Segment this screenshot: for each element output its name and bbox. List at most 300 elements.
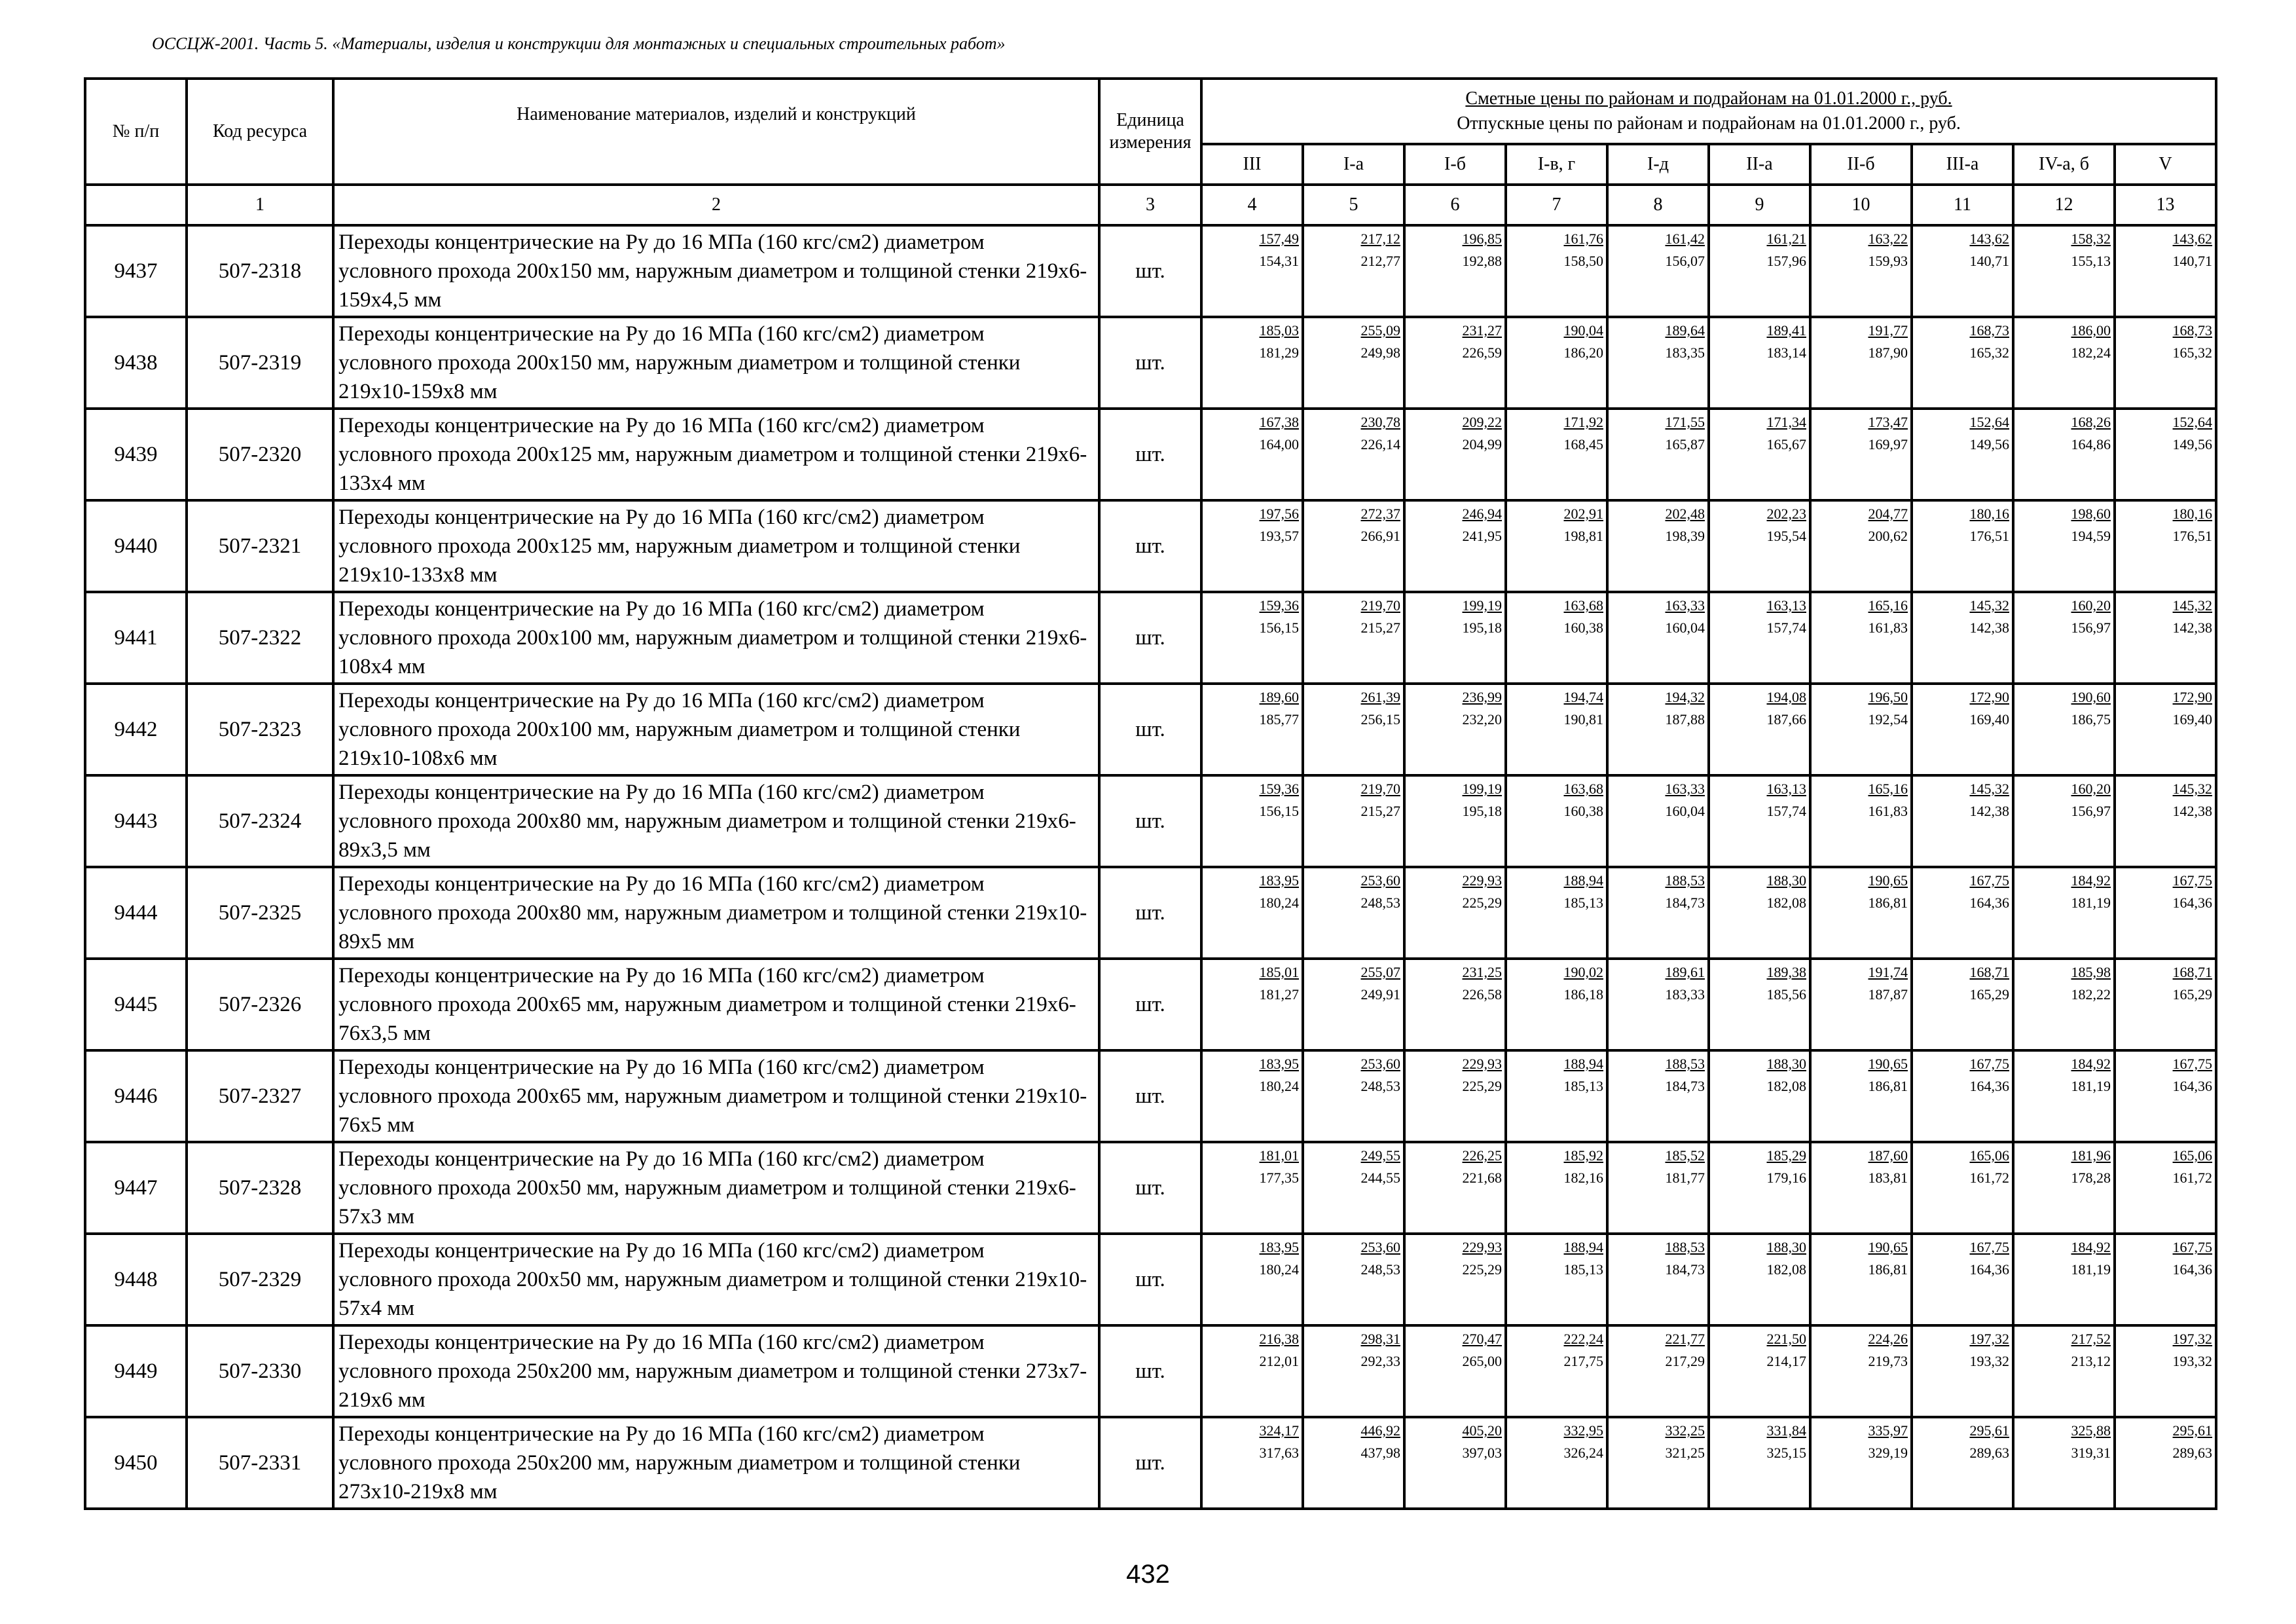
unit: шт. — [1099, 1234, 1201, 1325]
release-price: 161,83 — [1868, 619, 1908, 636]
price-cell — [1912, 409, 2013, 500]
estimate-price: 161,21 — [1766, 231, 1806, 247]
release-price: 182,08 — [1766, 895, 1806, 911]
material-name — [333, 225, 1099, 317]
estimate-price: 230,78 — [1360, 414, 1400, 430]
estimate-price: 196,50 — [1868, 689, 1908, 705]
material-name-line: условного прохода 250х200 мм, наружным диаметром и толщиной стенки — [338, 1451, 1021, 1475]
estimate-price: 167,75 — [1969, 1239, 2009, 1255]
price-cell — [1506, 317, 1607, 409]
estimate-price: 185,29 — [1766, 1147, 1806, 1164]
estimate-price: 222,24 — [1563, 1331, 1603, 1347]
document-header: ОССЦЖ-2001. Часть 5. «Материалы, изделия и конструкции для монтажных и специальных строительных работ» — [152, 34, 1006, 53]
price-cell — [1404, 775, 1506, 867]
material-name — [333, 317, 1099, 409]
release-price: 249,91 — [1360, 986, 1400, 1003]
release-price: 165,32 — [2172, 344, 2213, 361]
release-price: 213,12 — [2071, 1353, 2111, 1369]
release-price: 193,57 — [1259, 528, 1299, 544]
release-price: 161,83 — [1868, 803, 1908, 819]
estimate-price: 189,38 — [1766, 964, 1806, 980]
price-cell — [1607, 775, 1709, 867]
table-row — [85, 1325, 2216, 1417]
header-region: V — [2115, 144, 2216, 185]
release-price: 164,86 — [2071, 436, 2111, 452]
price-cell — [1607, 959, 1709, 1050]
estimate-price: 231,27 — [1462, 322, 1502, 339]
material-name-line: условного прохода 200х125 мм, наружным диаметром и толщиной стенки 219х6- — [338, 443, 1087, 466]
material-name-line: 159х4,5 мм — [338, 288, 442, 312]
estimate-price: 187,60 — [1868, 1147, 1908, 1164]
price-cell — [1709, 775, 1810, 867]
release-price: 161,72 — [2172, 1170, 2213, 1186]
price-cell — [2115, 1234, 2216, 1325]
estimate-price: 143,62 — [1969, 231, 2009, 247]
price-cell — [1607, 225, 1709, 317]
estimate-price: 199,19 — [1462, 781, 1502, 797]
estimate-price: 183,95 — [1259, 1239, 1299, 1255]
price-cell — [2013, 684, 2115, 775]
estimate-price: 190,60 — [2071, 689, 2111, 705]
price-cell — [1303, 867, 1404, 959]
price-cell — [1607, 592, 1709, 684]
release-price: 182,08 — [1766, 1261, 1806, 1278]
price-cell — [1912, 1050, 2013, 1142]
price-cell — [1201, 225, 1303, 317]
estimate-price: 202,48 — [1665, 506, 1705, 522]
material-name-line: 219х6 мм — [338, 1388, 426, 1412]
price-cell — [1201, 500, 1303, 592]
header-region: IV-а, б — [2013, 144, 2115, 185]
table-row — [85, 1142, 2216, 1234]
price-cell — [1810, 684, 1912, 775]
row-number: 9446 — [85, 1050, 187, 1142]
price-cell — [2013, 1325, 2115, 1417]
release-price: 177,35 — [1259, 1170, 1299, 1186]
release-price: 164,00 — [1259, 436, 1299, 452]
row-number: 9445 — [85, 959, 187, 1050]
material-name-line: условного прохода 200х65 мм, наружным диаметром и толщиной стенки 219х6- — [338, 993, 1076, 1016]
material-name-line: условного прохода 200х80 мм, наружным диаметром и толщиной стенки 219х6- — [338, 809, 1076, 833]
estimate-price: 253,60 — [1360, 872, 1400, 889]
price-cell — [2013, 1417, 2115, 1509]
material-name-line: условного прохода 200х65 мм, наружным диаметром и толщиной стенки 219х10- — [338, 1084, 1087, 1108]
release-price: 187,88 — [1665, 711, 1705, 728]
material-name-line: условного прохода 200х80 мм, наружным диаметром и толщиной стенки 219х10- — [338, 901, 1087, 925]
resource-code: 507-2329 — [187, 1234, 333, 1325]
release-price: 183,35 — [1665, 344, 1705, 361]
release-price: 181,19 — [2071, 1078, 2111, 1094]
estimate-price: 161,42 — [1665, 231, 1705, 247]
unit: шт. — [1099, 1325, 1201, 1417]
estimate-price: 183,95 — [1259, 872, 1299, 889]
resource-code: 507-2324 — [187, 775, 333, 867]
release-price: 326,24 — [1563, 1445, 1603, 1461]
release-price: 176,51 — [1969, 528, 2009, 544]
release-price: 184,73 — [1665, 895, 1705, 911]
price-cell — [2115, 1142, 2216, 1234]
estimate-price: 191,74 — [1868, 964, 1908, 980]
estimate-price: 185,52 — [1665, 1147, 1705, 1164]
estimate-price: 197,32 — [2172, 1331, 2213, 1347]
release-price: 160,04 — [1665, 619, 1705, 636]
price-cell — [1709, 867, 1810, 959]
price-cell — [1810, 225, 1912, 317]
release-price: 181,19 — [2071, 1261, 2111, 1278]
price-table — [84, 77, 2217, 1510]
price-cell — [1912, 1142, 2013, 1234]
column-number: 4 — [1201, 185, 1303, 225]
release-price: 156,15 — [1259, 803, 1299, 819]
price-cell — [1404, 1417, 1506, 1509]
row-number: 9444 — [85, 867, 187, 959]
release-price: 185,13 — [1563, 1078, 1603, 1094]
price-cell — [1709, 317, 1810, 409]
estimate-price: 188,53 — [1665, 1056, 1705, 1072]
page-number: 432 — [1126, 1560, 1170, 1589]
material-name — [333, 592, 1099, 684]
table-row — [85, 409, 2216, 500]
header-region: I-в, г — [1506, 144, 1607, 185]
price-cell — [2013, 1050, 2115, 1142]
release-price: 183,81 — [1868, 1170, 1908, 1186]
unit: шт. — [1099, 317, 1201, 409]
column-number: 10 — [1810, 185, 1912, 225]
price-cell — [1506, 959, 1607, 1050]
release-price: 185,56 — [1766, 986, 1806, 1003]
release-price: 437,98 — [1360, 1445, 1400, 1461]
release-price: 164,36 — [1969, 1261, 2009, 1278]
release-price: 164,36 — [1969, 1078, 2009, 1094]
material-name — [333, 1050, 1099, 1142]
estimate-price: 221,50 — [1766, 1331, 1806, 1347]
estimate-price: 194,32 — [1665, 689, 1705, 705]
estimate-price: 143,62 — [2172, 231, 2213, 247]
estimate-price: 184,92 — [2071, 872, 2111, 889]
price-cell — [1709, 684, 1810, 775]
release-price: 215,27 — [1360, 619, 1400, 636]
material-name-line: Переходы концентрические на Ру до 16 МПа (160 кгс/см2) диаметром — [338, 1422, 985, 1446]
release-price: 289,63 — [2172, 1445, 2213, 1461]
material-name-line: Переходы концентрические на Ру до 16 МПа (160 кгс/см2) диаметром — [338, 872, 985, 896]
release-price: 165,32 — [1969, 344, 2009, 361]
release-price: 193,32 — [1969, 1353, 2009, 1369]
column-number: 8 — [1607, 185, 1709, 225]
table-row — [85, 1417, 2216, 1509]
unit: шт. — [1099, 500, 1201, 592]
estimate-price: 189,41 — [1766, 322, 1806, 339]
release-price: 184,73 — [1665, 1261, 1705, 1278]
estimate-price: 163,33 — [1665, 781, 1705, 797]
row-number: 9450 — [85, 1417, 187, 1509]
estimate-price: 181,96 — [2071, 1147, 2111, 1164]
header-prices-release: Отпускные цены по районам и подрайонам на 01.01.2000 г., руб. — [1457, 113, 1961, 134]
price-cell — [1709, 1325, 1810, 1417]
estimate-price: 246,94 — [1462, 506, 1502, 522]
price-cell — [1506, 592, 1607, 684]
release-price: 187,90 — [1868, 344, 1908, 361]
release-price: 186,81 — [1868, 1078, 1908, 1094]
price-cell — [1709, 592, 1810, 684]
release-price: 266,91 — [1360, 528, 1400, 544]
price-cell — [1912, 959, 2013, 1050]
price-cell — [1303, 500, 1404, 592]
price-cell — [2115, 1417, 2216, 1509]
release-price: 164,36 — [1969, 895, 2009, 911]
release-price: 198,39 — [1665, 528, 1705, 544]
estimate-price: 145,32 — [2172, 781, 2213, 797]
release-price: 179,16 — [1766, 1170, 1806, 1186]
price-cell — [1912, 775, 2013, 867]
table-row — [85, 959, 2216, 1050]
material-name-line: условного прохода 200х150 мм, наружным диаметром и толщиной стенки — [338, 351, 1021, 375]
estimate-price: 236,99 — [1462, 689, 1502, 705]
price-cell — [1404, 1325, 1506, 1417]
price-cell — [1810, 1234, 1912, 1325]
release-price: 180,24 — [1259, 1261, 1299, 1278]
estimate-price: 159,36 — [1259, 597, 1299, 614]
price-cell — [1912, 684, 2013, 775]
column-number: 6 — [1404, 185, 1506, 225]
release-price: 156,07 — [1665, 253, 1705, 269]
estimate-price: 253,60 — [1360, 1056, 1400, 1072]
release-price: 182,16 — [1563, 1170, 1603, 1186]
price-cell — [1607, 1234, 1709, 1325]
row-number: 9437 — [85, 225, 187, 317]
price-cell — [1709, 225, 1810, 317]
estimate-price: 168,73 — [2172, 322, 2213, 339]
release-price: 248,53 — [1360, 895, 1400, 911]
header-region: I-б — [1404, 144, 1506, 185]
release-price: 180,24 — [1259, 1078, 1299, 1094]
estimate-price: 171,55 — [1665, 414, 1705, 430]
row-number: 9439 — [85, 409, 187, 500]
price-cell — [1303, 317, 1404, 409]
price-cell — [1506, 1417, 1607, 1509]
price-cell — [1201, 317, 1303, 409]
price-cell — [1201, 1142, 1303, 1234]
release-price: 142,38 — [1969, 619, 2009, 636]
price-cell — [1201, 409, 1303, 500]
unit: шт. — [1099, 225, 1201, 317]
price-cell — [1303, 225, 1404, 317]
price-cell — [1506, 500, 1607, 592]
release-price: 182,22 — [2071, 986, 2111, 1003]
header-region: II-б — [1810, 144, 1912, 185]
price-cell — [2115, 684, 2216, 775]
material-name-line: 133х4 мм — [338, 471, 426, 495]
estimate-price: 172,90 — [1969, 689, 2009, 705]
column-number: 5 — [1303, 185, 1404, 225]
estimate-price: 167,38 — [1259, 414, 1299, 430]
release-price: 187,87 — [1868, 986, 1908, 1003]
release-price: 248,53 — [1360, 1078, 1400, 1094]
estimate-price: 255,07 — [1360, 964, 1400, 980]
estimate-price: 161,76 — [1563, 231, 1603, 247]
estimate-price: 194,08 — [1766, 689, 1806, 705]
price-cell — [1912, 592, 2013, 684]
header-code: Код ресурса — [187, 79, 333, 185]
price-cell — [1912, 225, 2013, 317]
resource-code: 507-2327 — [187, 1050, 333, 1142]
material-name — [333, 1325, 1099, 1417]
table-row — [85, 592, 2216, 684]
estimate-price: 197,56 — [1259, 506, 1299, 522]
price-cell — [2115, 1050, 2216, 1142]
release-price: 184,73 — [1665, 1078, 1705, 1094]
unit: шт. — [1099, 409, 1201, 500]
release-price: 154,31 — [1259, 253, 1299, 269]
estimate-price: 189,64 — [1665, 322, 1705, 339]
estimate-price: 159,36 — [1259, 781, 1299, 797]
estimate-price: 165,16 — [1868, 781, 1908, 797]
release-price: 164,36 — [2172, 895, 2213, 911]
price-cell — [1810, 1325, 1912, 1417]
release-price: 142,38 — [2172, 619, 2213, 636]
price-cell — [1607, 409, 1709, 500]
table-row — [85, 317, 2216, 409]
price-cell — [2115, 1325, 2216, 1417]
estimate-price: 298,31 — [1360, 1331, 1400, 1347]
price-cell — [1607, 867, 1709, 959]
price-cell — [1709, 1050, 1810, 1142]
release-price: 181,29 — [1259, 344, 1299, 361]
column-number: 13 — [2115, 185, 2216, 225]
price-cell — [1607, 317, 1709, 409]
material-name-line: Переходы концентрические на Ру до 16 МПа (160 кгс/см2) диаметром — [338, 506, 985, 529]
material-name-line: 89х5 мм — [338, 930, 415, 953]
material-name-line: 76х3,5 мм — [338, 1022, 431, 1045]
unit: шт. — [1099, 1142, 1201, 1234]
estimate-price: 188,94 — [1563, 872, 1603, 889]
price-cell — [2013, 409, 2115, 500]
estimate-price: 191,77 — [1868, 322, 1908, 339]
estimate-price: 157,49 — [1259, 231, 1299, 247]
header-unit: Единица измерения — [1099, 79, 1201, 185]
resource-code: 507-2328 — [187, 1142, 333, 1234]
price-cell — [2013, 1234, 2115, 1325]
price-cell — [1404, 959, 1506, 1050]
price-cell — [1201, 1417, 1303, 1509]
column-number: 9 — [1709, 185, 1810, 225]
material-name-line: 219х10-108х6 мм — [338, 747, 498, 770]
price-cell — [1506, 409, 1607, 500]
release-price: 241,95 — [1462, 528, 1502, 544]
resource-code: 507-2323 — [187, 684, 333, 775]
release-price: 248,53 — [1360, 1261, 1400, 1278]
price-cell — [2013, 317, 2115, 409]
estimate-price: 224,26 — [1868, 1331, 1908, 1347]
resource-code: 507-2331 — [187, 1417, 333, 1509]
header-name: Наименование материалов, изделий и конструкций — [333, 79, 1099, 185]
release-price: 156,15 — [1259, 619, 1299, 636]
price-cell — [1303, 1050, 1404, 1142]
material-name — [333, 775, 1099, 867]
release-price: 183,14 — [1766, 344, 1806, 361]
release-price: 186,81 — [1868, 1261, 1908, 1278]
resource-code: 507-2318 — [187, 225, 333, 317]
price-cell — [1201, 775, 1303, 867]
estimate-price: 168,26 — [2071, 414, 2111, 430]
price-cell — [1506, 1325, 1607, 1417]
table-row — [85, 775, 2216, 867]
price-cell — [2013, 592, 2115, 684]
header-region: III-а — [1912, 144, 2013, 185]
material-name-line: 57х3 мм — [338, 1205, 415, 1228]
estimate-price: 209,22 — [1462, 414, 1502, 430]
estimate-price: 160,20 — [2071, 781, 2111, 797]
material-name — [333, 1417, 1099, 1509]
release-price: 165,87 — [1665, 436, 1705, 452]
estimate-price: 324,17 — [1259, 1422, 1299, 1439]
price-cell — [2013, 775, 2115, 867]
material-name-line: 76х5 мм — [338, 1113, 415, 1137]
release-price: 329,19 — [1868, 1445, 1908, 1461]
price-cell — [1506, 1142, 1607, 1234]
release-price: 160,04 — [1665, 803, 1705, 819]
release-price: 226,14 — [1360, 436, 1400, 452]
price-cell — [1201, 1325, 1303, 1417]
release-price: 142,38 — [1969, 803, 2009, 819]
release-price: 185,13 — [1563, 895, 1603, 911]
row-number: 9443 — [85, 775, 187, 867]
price-cell — [1303, 592, 1404, 684]
release-price: 321,25 — [1665, 1445, 1705, 1461]
table-row — [85, 500, 2216, 592]
price-cell — [1607, 1325, 1709, 1417]
estimate-price: 446,92 — [1360, 1422, 1400, 1439]
price-cell — [1810, 867, 1912, 959]
estimate-price: 163,33 — [1665, 597, 1705, 614]
release-price: 226,59 — [1462, 344, 1502, 361]
estimate-price: 272,37 — [1360, 506, 1400, 522]
header-region: I-а — [1303, 144, 1404, 185]
material-name — [333, 959, 1099, 1050]
price-cell — [1303, 1234, 1404, 1325]
release-price: 289,63 — [1969, 1445, 2009, 1461]
estimate-price: 221,77 — [1665, 1331, 1705, 1347]
material-name-line: Переходы концентрические на Ру до 16 МПа (160 кгс/см2) диаметром — [338, 322, 985, 346]
release-price: 140,71 — [2172, 253, 2213, 269]
price-cell — [1404, 867, 1506, 959]
release-price: 195,18 — [1462, 803, 1502, 819]
release-price: 157,74 — [1766, 619, 1806, 636]
release-price: 165,29 — [2172, 986, 2213, 1003]
estimate-price: 196,85 — [1462, 231, 1502, 247]
release-price: 292,33 — [1360, 1353, 1400, 1369]
row-number: 9438 — [85, 317, 187, 409]
price-cell — [1404, 1050, 1506, 1142]
price-cell — [1404, 409, 1506, 500]
price-cell — [2013, 867, 2115, 959]
price-cell — [1607, 1050, 1709, 1142]
release-price: 181,27 — [1259, 986, 1299, 1003]
estimate-price: 163,22 — [1868, 231, 1908, 247]
price-cell — [2115, 867, 2216, 959]
release-price: 140,71 — [1969, 253, 2009, 269]
material-name — [333, 684, 1099, 775]
estimate-price: 167,75 — [2172, 872, 2213, 889]
estimate-price: 217,12 — [1360, 231, 1400, 247]
resource-code: 507-2322 — [187, 592, 333, 684]
release-price: 195,54 — [1766, 528, 1806, 544]
price-cell — [1607, 684, 1709, 775]
row-number: 9441 — [85, 592, 187, 684]
estimate-price: 165,06 — [1969, 1147, 2009, 1164]
price-cell — [1810, 317, 1912, 409]
release-price: 164,36 — [2172, 1078, 2213, 1094]
material-name — [333, 867, 1099, 959]
